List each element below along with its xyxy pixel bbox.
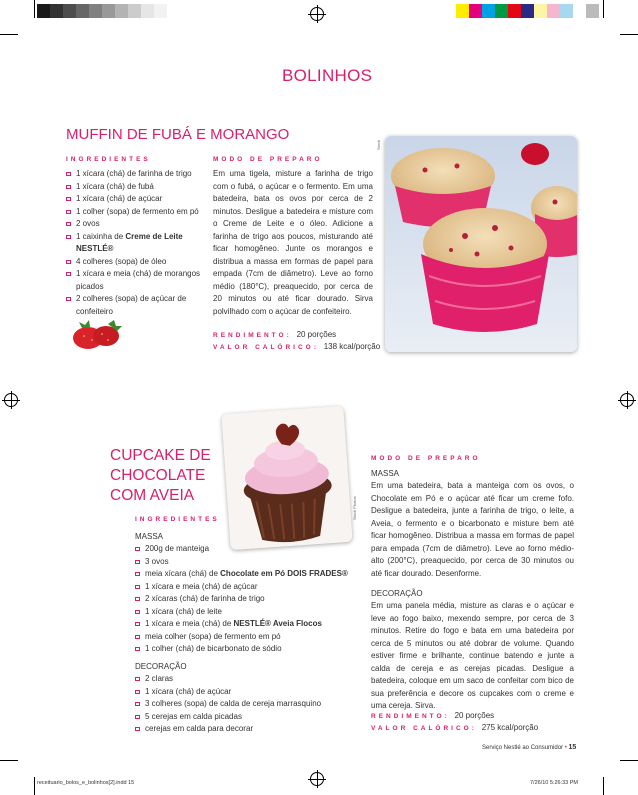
crop-mark (603, 777, 604, 795)
ingredient-item: 1 xícara (chá) de farinha de trigo (66, 168, 216, 181)
recipe2-ingredients-label: INGREDIENTES (135, 516, 220, 523)
registration-mark-left (4, 393, 18, 407)
yield-label: RENDIMENTO: (371, 713, 450, 720)
ingredient-item: 2 xícaras (chá) de farinha de trigo (135, 593, 355, 606)
recipe2-massa-label: MASSA (135, 532, 164, 541)
file-timestamp: 7/26/10 5:26:33 PM (530, 780, 579, 786)
recipe2-calories (371, 723, 538, 732)
ingredient-item: 1 xícara e meia (chá) de açúcar (135, 581, 355, 594)
calorie-value: 138 kcal/porção (323, 342, 381, 351)
recipe2-method-massa-text: Em uma batedeira, bata a manteiga com os ovos, o Chocolate em Pó e o açúcar até ficar um creme fofo. Desligue a batedeira, junte a farinha de trigo, o leite, a Aveia, o fermento e o bicarbonato e misture bem até ficar homogêneo. Distribua a massa em formas de papel para empada (7cm de diâmetro). Leve ao forno médio-alto (200°C), preaquecido, por cerca de 30 minutos ou até ficar dourado. Desenforme. (371, 481, 574, 578)
yield-value: 20 porções (454, 711, 495, 720)
section-title: BOLINHOS (282, 66, 373, 85)
recipe1-ingredients-list (66, 168, 216, 318)
recipe2-title-line: CHOCOLATE (110, 467, 206, 484)
registration-mark-top (310, 7, 324, 21)
ingredient-item: 2 colheres (sopa) de açúcar de (66, 293, 216, 306)
ingredient-item-continued: confeiteiro (76, 306, 113, 316)
recipe2-massa-list (135, 543, 355, 656)
recipe1-method-label: MODO DE PREPARO (213, 156, 323, 163)
strawberry-image (68, 318, 124, 352)
recipe2-title-line: COM AVEIA (110, 487, 195, 504)
ingredient-item: 4 colheres (sopa) de óleo (66, 256, 216, 269)
crop-mark (620, 760, 638, 761)
ingredient-item: 3 ovos (135, 556, 355, 569)
recipe2-title-line: CUPCAKE DE (110, 447, 211, 464)
recipe1-title: MUFFIN DE FUBÁ E MORANGO (66, 126, 290, 143)
yield-label: RENDIMENTO: (213, 332, 292, 339)
ingredient-item: 5 cerejas em calda picadas (135, 711, 355, 724)
ingredient-item: 1 colher (chá) de bicarbonato de sódio (135, 643, 355, 656)
registration-mark-right (620, 393, 634, 407)
calorie-label: VALOR CALÓRICO: (213, 344, 319, 351)
recipe2-method-massa-label: MASSA (371, 469, 400, 478)
recipe1-calories (213, 342, 380, 351)
file-slug: receituario_bolos_e_bolinhos[2].indd 15 (37, 780, 135, 786)
recipe2-method-decoracao-text: Em uma panela média, misture as claras e o açúcar e leve ao fogo baixo, mexendo sempre, por cerca de 3 minutos. Retire do fogo e bata em uma batedeira por cerca de 5 minutos ou até dobrar de volume. Quando estiver firme e brilhante, continue batendo e junte a calda de cereja e as cerejas picadas. Desligue a batedeira, coloque em um saco de confeitar com bico de sua preferência e decore os cupcakes com o creme e uma cereja. Sirva. (371, 601, 574, 710)
crop-mark (620, 34, 638, 35)
crop-mark (603, 0, 604, 18)
crop-mark (34, 777, 35, 795)
crop-mark (34, 0, 35, 18)
ingredient-item-aveia: 1 xícara e meia (chá) de NESTLÉ® Aveia Flocos (135, 618, 355, 631)
ingredient-item-continued: picados (76, 281, 104, 291)
page-number: 15 (568, 744, 577, 751)
ingredient-item: 1 xícara (chá) de açúcar (135, 686, 355, 699)
ingredient-item-continued: NESTLÉ® (76, 244, 114, 253)
ingredient-item: 1 xícara (chá) de açúcar (66, 193, 216, 206)
recipe1-ingredients-label: INGREDIENTES (66, 156, 151, 163)
page-footer: Serviço Nestlé ao Consumidor • 15 (482, 744, 577, 751)
recipe1-method-text: Em uma tigela, misture a farinha de trigo com o fubá, o açúcar e o fermento. Em uma batedeira, bata os ovos por cerca de 2 minutos. Desligue a batedeira e misture com o Creme de Leite e o óleo. Adicione a farinha de trigo aos poucos, misturando até ficar homogêneo. Junte os morangos e distribua a massa em formas de papel para empada (7cm de diâmetro). Leve ao forno médio (180°C), preaquecido, por cerca de 20 minutos ou até ficar dourado. Sirva polvilhado com o açúcar de confeiteiro. (213, 169, 373, 316)
footer-service: Serviço Nestlé ao Consumidor (482, 745, 564, 751)
photo-credit: Stock (376, 139, 381, 150)
recipe2-decoracao-list (135, 673, 355, 736)
crop-mark (0, 34, 18, 35)
ingredient-item: 1 colher (sopa) de fermento em pó (66, 206, 216, 219)
ingredient-item: 2 ovos (66, 218, 216, 231)
recipe2-decoracao-label: DECORAÇÃO (135, 662, 187, 671)
ingredient-item: 1 xícara (chá) de fubá (66, 181, 216, 194)
crop-mark (0, 760, 18, 761)
ingredient-item: cerejas em calda para decorar (135, 723, 355, 736)
ingredient-item: 2 claras (135, 673, 355, 686)
muffin-photo (385, 136, 577, 352)
ingredient-item-chocolate: meia xícara (chá) de Chocolate em Pó DOIS FRADES® (135, 568, 355, 581)
photo-credit: Stock Photos (352, 496, 357, 520)
recipe2-method-label: MODO DE PREPARO (371, 455, 481, 462)
calorie-label: VALOR CALÓRICO: (371, 725, 477, 732)
recipe2-title (110, 446, 211, 506)
ingredient-item: 3 colheres (sopa) de calda de cereja marrasquino (135, 698, 355, 711)
yield-value: 20 porções (296, 330, 337, 339)
calorie-value: 275 kcal/porção (481, 723, 539, 732)
registration-mark-bottom (310, 772, 324, 786)
ingredient-item: 1 xícara e meia (chá) de morangos (66, 268, 216, 281)
ingredient-item: meia colher (sopa) de fermento em pó (135, 631, 355, 644)
grayscale-bar (37, 4, 167, 18)
ingredient-item-cream: 1 caixinha de Creme de Leite (66, 231, 216, 244)
ingredient-item: 200g de manteiga (135, 543, 355, 556)
ingredient-item: 1 xícara (chá) de leite (135, 606, 355, 619)
recipe2-method-decoracao-label: DECORAÇÃO (371, 589, 423, 598)
recipe2-yield (371, 711, 494, 720)
color-bar (456, 4, 599, 18)
cupcake-photo (221, 406, 352, 550)
recipe1-yield (213, 330, 336, 339)
